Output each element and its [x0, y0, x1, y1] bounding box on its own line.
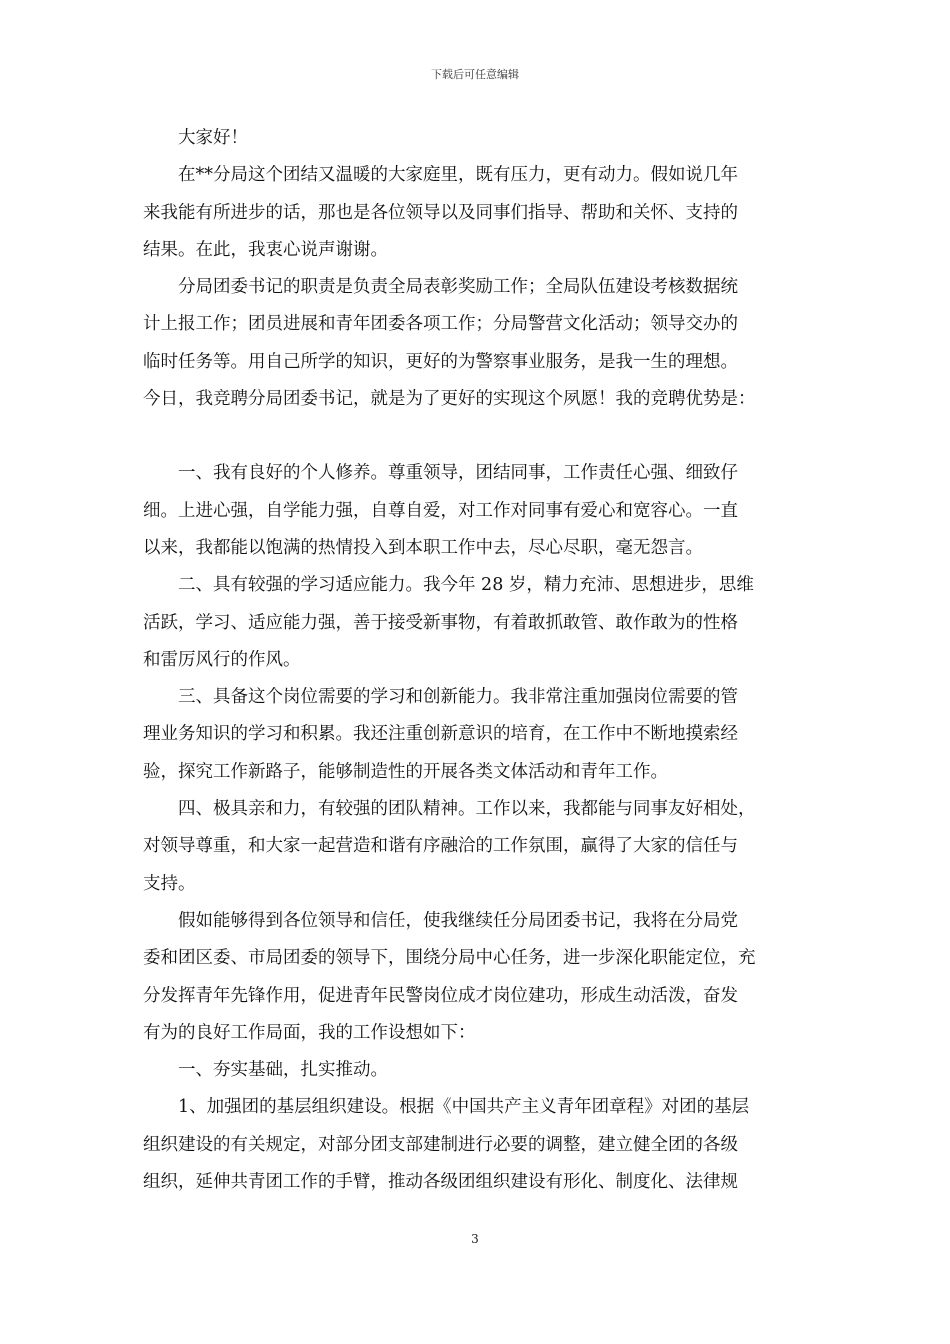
advantage-three-paragraph: 三、具备这个岗位需要的学习和创新能力。我非常注重加强岗位需要的管 理业务知识的学习和积累。我还注重创新意识的培育，在工作中不断地摸索经 验，探究工作新路子，能够制造性的开展各类文体活动和青年工作。 [143, 687, 738, 782]
page-number: 3 [471, 1232, 479, 1246]
greeting-paragraph: 大家好！ [178, 128, 248, 148]
duties-paragraph: 分局团委书记的职责是负责全局表彰奖励工作；全局队伍建设考核数据统 计上报工作；团员进展和青年团委各项工作；分局警营文化活动；领导交办的 临时任务等。用自己所学的知识，更好的为警察事业服务，是我一生的理想。 今日，我竞聘分局团委书记，就是为了更好的实现这个夙愿！我的竞聘优势是： [143, 277, 756, 410]
plan-heading-one: 一、夯实基础，扎实推动。 [178, 1060, 388, 1081]
advantage-two-paragraph: 二、具有较强的学习适应能力。我今年 28 岁，精力充沛、思想进步，思维 活跃，学习、适应能力强，善于接受新事物，有着敢抓敢管、敢作敢为的性格 和雷厉风行的作风。 [143, 575, 754, 670]
plan-item-one-paragraph: 1、加强团的基层组织建设。根据《中国共产主义青年团章程》对团的基层 组织建设的有关规定，对部分团支部建制进行必要的调整，建立健全团的各级 组织，延伸共青团工作的手臂，推动各级团组织建设有形化、制度化、法律规 [143, 1097, 750, 1193]
paragraph-gap [143, 418, 819, 455]
page-header-note: 下载后可任意编辑 [431, 68, 519, 81]
thanks-paragraph: 在**分局这个团结又温暖的大家庭里，既有压力，更有动力。假如说几年 来我能有所进步的话，那也是各位领导以及同事们指导、帮助和关怀、支持的 结果。在此，我衷心说声谢谢。 [143, 165, 738, 260]
document-body [143, 120, 819, 1201]
advantage-one-paragraph: 一、我有良好的个人修养。尊重领导，团结同事，工作责任心强、细致仔 细。上进心强，自学能力强，自尊自爱，对工作对同事有爱心和宽容心。一直 以来，我都能以饱满的热情投入到本职工作中去，尽心尽职，毫无怨言。 [143, 463, 738, 558]
advantage-four-paragraph: 四、极具亲和力，有较强的团队精神。工作以来，我都能与同事友好相处， 对领导尊重，和大家一起营造和谐有序融洽的工作氛围，赢得了大家的信任与 支持。 [143, 799, 756, 894]
plan-intro-paragraph: 假如能够得到各位领导和信任，使我继续任分局团委书记，我将在分局党 委和团区委、市局团委的领导下，围绕分局中心任务，进一步深化职能定位，充 分发挥青年先锋作用，促进青年民警岗位成才岗位建功，形成生动活泼，奋发 有为的良好工作局面，我的工作设想如下： [143, 910, 756, 1043]
